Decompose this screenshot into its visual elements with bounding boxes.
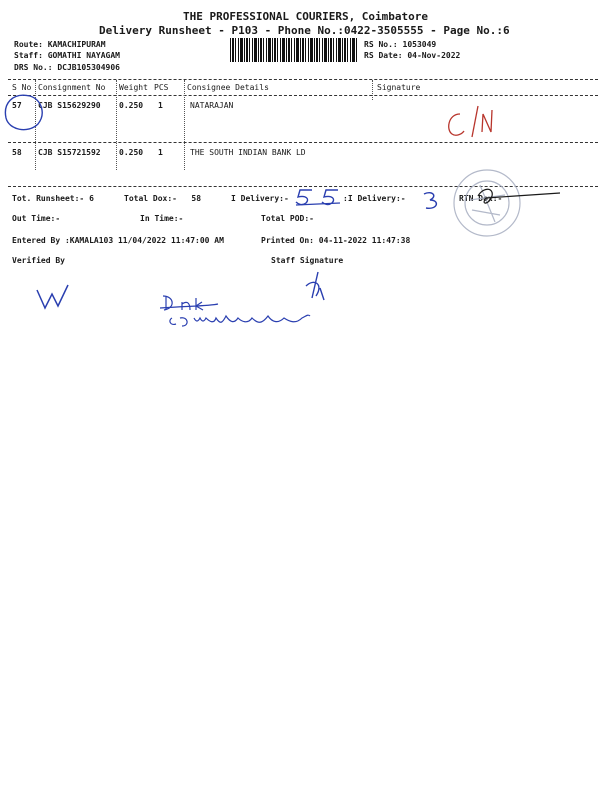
- total-dox: Total Dox:- 58: [124, 194, 202, 203]
- col-header-sno: S No: [12, 83, 32, 92]
- col-header-signature: Signature: [377, 83, 421, 92]
- row-58-pcs: 1: [158, 148, 163, 157]
- company-title: THE PROFESSIONAL COURIERS, Coimbatore: [183, 10, 429, 23]
- sno-circle-mark: [5, 95, 42, 129]
- rs-number: RS No.: 1053049: [364, 40, 437, 49]
- row-57-sno: 57: [12, 101, 22, 110]
- row-57-signature: [449, 106, 492, 137]
- rtn-dox-mark: [478, 189, 560, 203]
- row-58-consignment: CJB S15721592: [38, 148, 101, 157]
- row-57-pcs: 1: [158, 101, 163, 110]
- staff-signature-mark: [306, 272, 324, 300]
- runsheet-subtitle: Delivery Runsheet - P103 - Phone No.:0422-3505555 - Page No.:6: [99, 24, 510, 37]
- col-header-consignment: Consignment No: [38, 83, 106, 92]
- rs-date: RS Date: 04-Nov-2022: [364, 51, 461, 60]
- in-time: In Time:-: [140, 214, 184, 223]
- staff-signature-label: Staff Signature: [271, 256, 344, 265]
- printed-on: Printed On: 04-11-2022 11:47:38: [261, 236, 411, 245]
- row-57-consignee: NATARAJAN: [190, 101, 234, 110]
- rtn-dox-label: RTN Dox:-: [459, 194, 503, 203]
- out-time: Out Time:-: [12, 214, 61, 223]
- delivery-count-55: [296, 190, 338, 205]
- col-header-pcs: PCS: [154, 83, 169, 92]
- staff-handwritten-name: [160, 296, 310, 326]
- verified-by: Verified By: [12, 256, 65, 265]
- row-57-consignment: CJB S15629290: [38, 101, 101, 110]
- route-text: Route: KAMACHIPURAM: [14, 40, 106, 49]
- drs-number: DRS No.: DCJB105304906: [14, 63, 120, 72]
- row-57-weight: 0.250: [119, 101, 144, 110]
- col-header-weight: Weight: [119, 83, 148, 92]
- entered-by: Entered By :KAMALA103 11/04/2022 11:47:00 AM: [12, 236, 224, 245]
- col-header-consignee: Consignee Details: [187, 83, 269, 92]
- delivery-label: I Delivery:-: [231, 194, 289, 203]
- row-58-sno: 58: [12, 148, 22, 157]
- row-58-consignee: THE SOUTH INDIAN BANK LD: [190, 148, 306, 157]
- tot-runsheet: Tot. Runsheet:- 6: [12, 194, 94, 203]
- non-delivery-label: :I Delivery:-: [343, 194, 406, 203]
- non-delivery-count-3: [424, 193, 436, 209]
- verified-by-signature: [37, 285, 68, 308]
- total-pod: Total POD:-: [261, 214, 314, 223]
- staff-text: Staff: GOMATHI NAYAGAM: [14, 51, 120, 60]
- row-58-weight: 0.250: [119, 148, 144, 157]
